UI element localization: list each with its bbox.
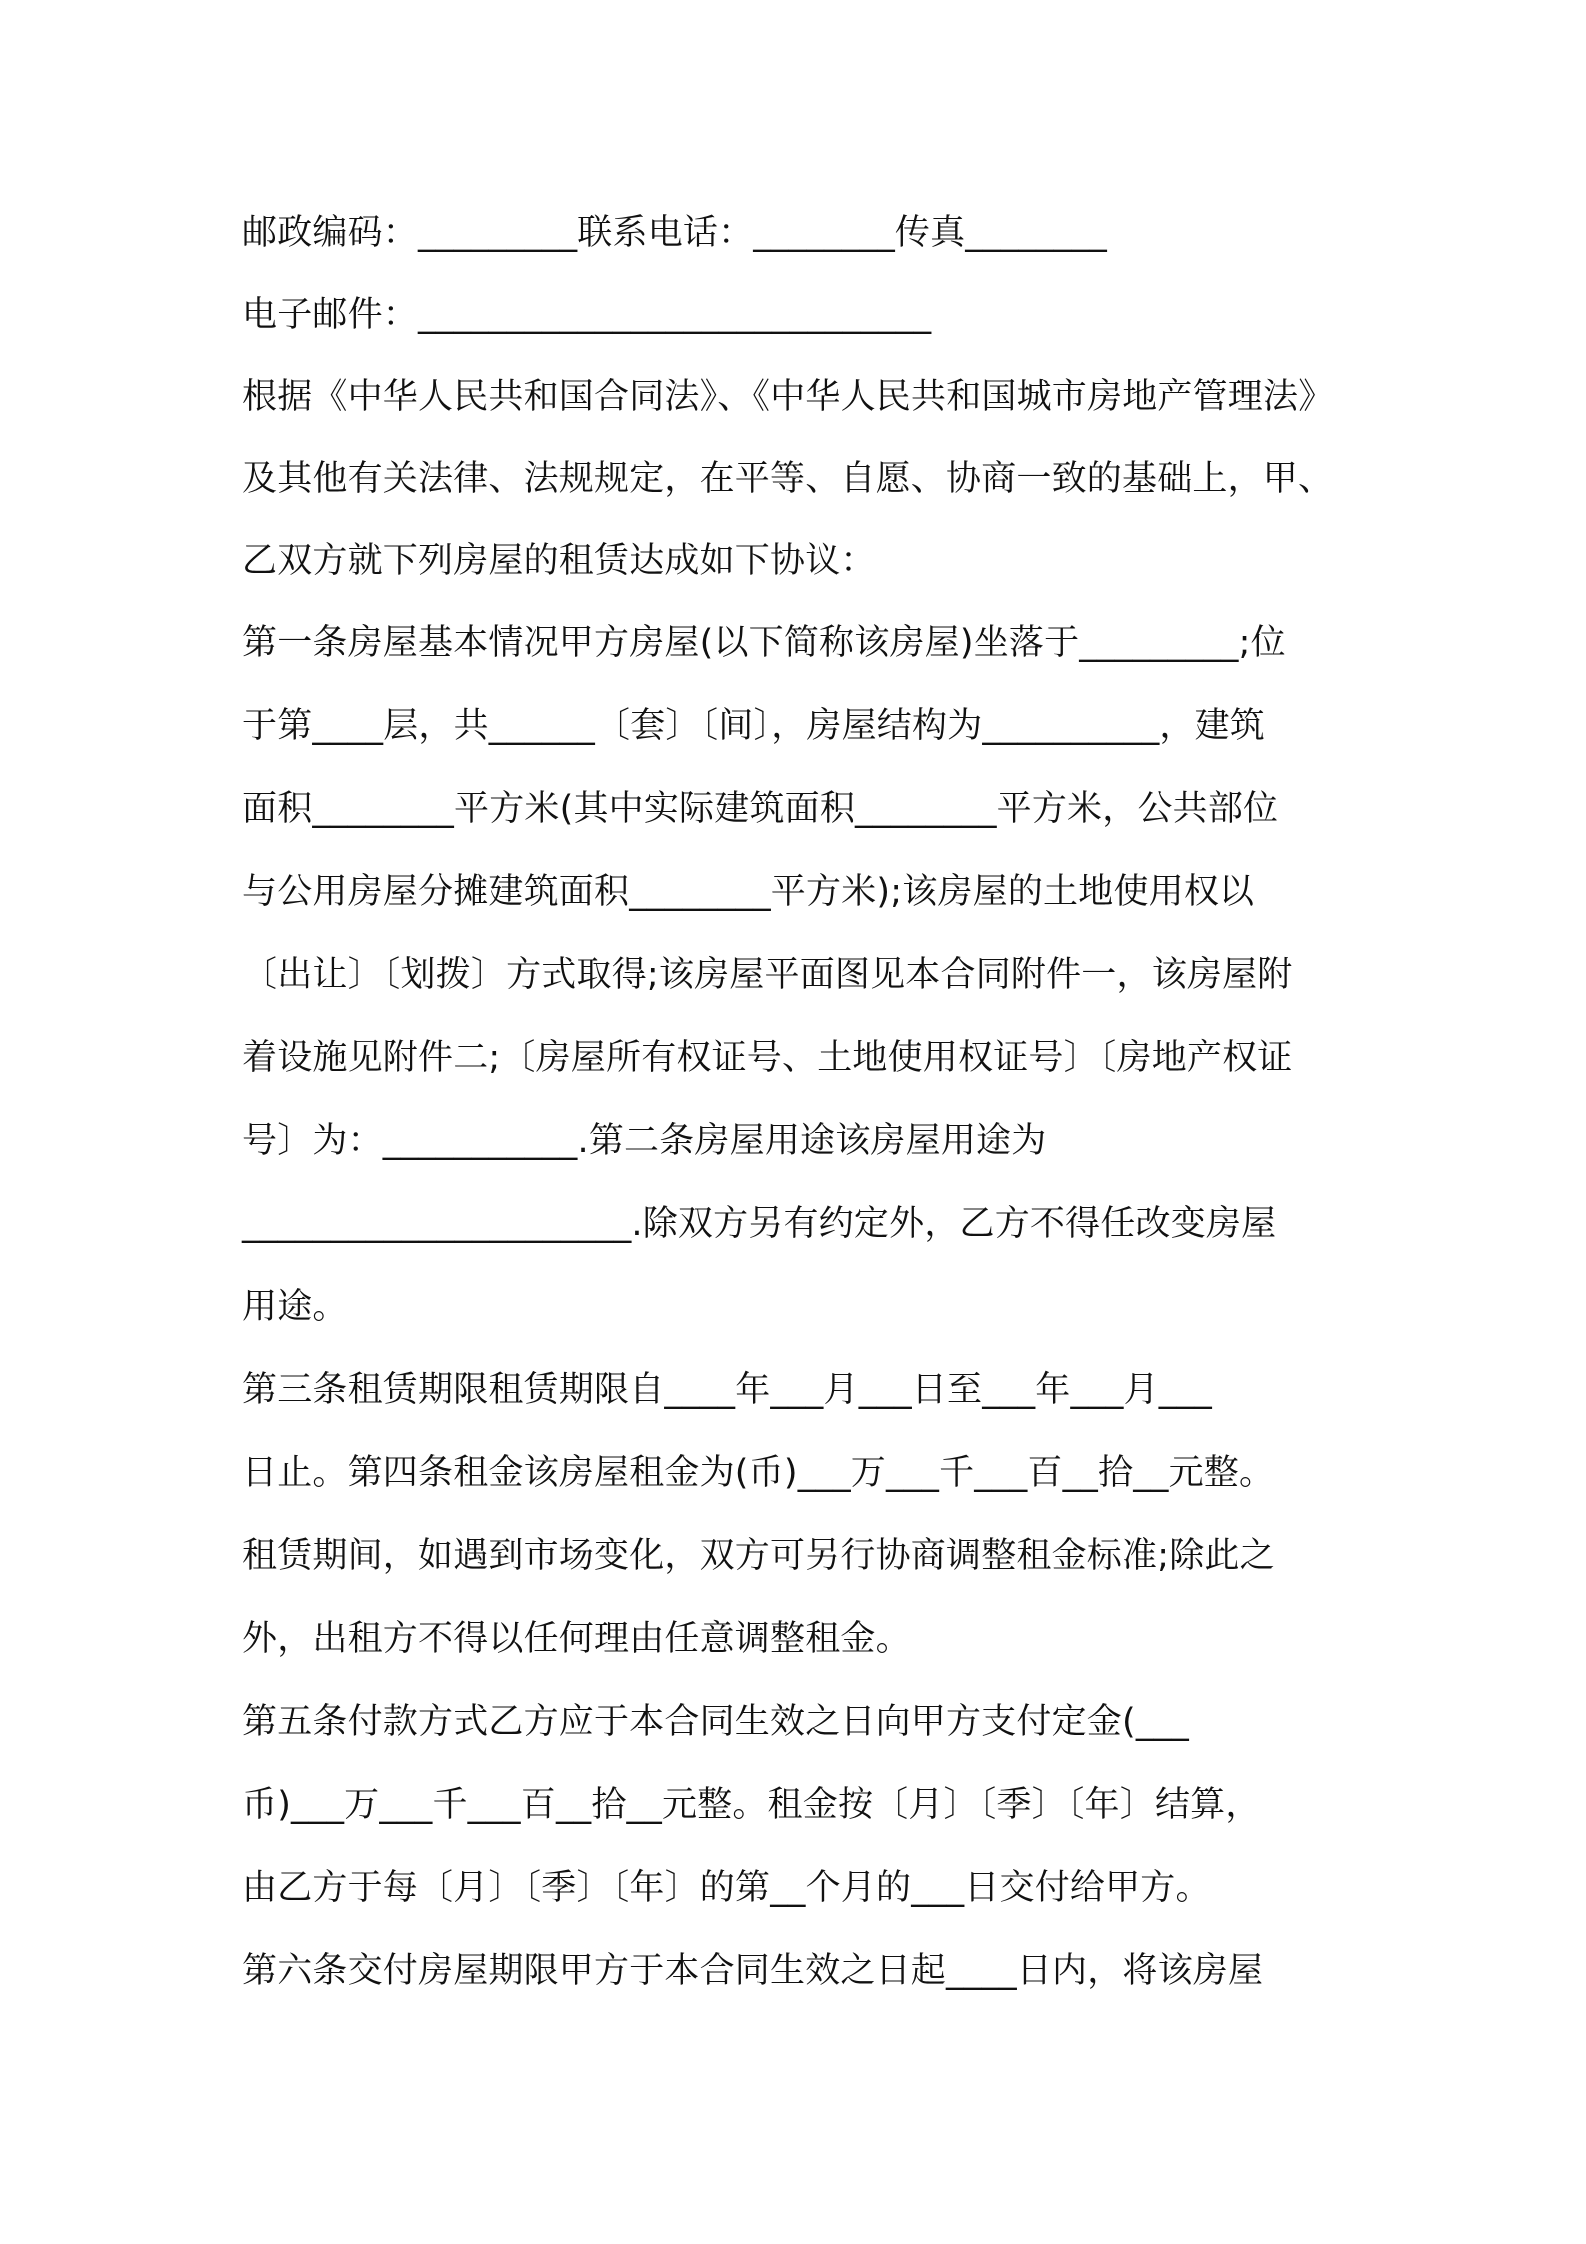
text-line-article-6: 第六条交付房屋期限甲方于本合同生效之日起____日内，将该房屋 xyxy=(242,1951,1264,1991)
text-line-article-4: 日止。第四条租金该房屋租金为(币)___万___千___百__拾__元整。 xyxy=(242,1453,1275,1493)
text-line: 〔出让〕〔划拨〕方式取得;该房屋平面图见本合同附件一，该房屋附 xyxy=(242,955,1293,995)
text-line-article-3: 第三条租赁期限租赁期限自____年___月___日至___年___月___ xyxy=(242,1370,1212,1410)
text-line: 面积________平方米(其中实际建筑面积________平方米，公共部位 xyxy=(242,789,1279,829)
text-line: 着设施见附件二;〔房屋所有权证号、土地使用权证号〕〔房地产权证 xyxy=(242,1038,1293,1078)
text-line: 用途。 xyxy=(242,1287,348,1327)
text-line: 根据《中华人民共和国合同法》、《中华人民共和国城市房地产管理法》 xyxy=(242,377,1334,417)
text-line: 与公用房屋分摊建筑面积________平方米);该房屋的土地使用权以 xyxy=(242,872,1255,912)
text-line: 由乙方于每〔月〕〔季〕〔年〕的第__个月的___日交付给甲方。 xyxy=(242,1868,1211,1908)
text-line-email: 电子邮件：_____________________________ xyxy=(242,295,932,335)
text-line: 租赁期间，如遇到市场变化，双方可另行协商调整租金标准;除此之 xyxy=(242,1536,1275,1576)
text-line: 币)___万___千___百__拾__元整。租金按〔月〕〔季〕〔年〕结算， xyxy=(242,1785,1261,1825)
text-line-article-2: 号〕为：___________.第二条房屋用途该房屋用途为 xyxy=(242,1121,1047,1161)
text-line: ______________________.除双方另有约定外，乙方不得任改变房屋 xyxy=(242,1204,1277,1244)
text-line: 外，出租方不得以任何理由任意调整租金。 xyxy=(242,1619,911,1659)
text-line: 乙双方就下列房屋的租赁达成如下协议： xyxy=(242,541,876,581)
text-line: 于第____层，共______〔套〕〔间〕，房屋结构为__________，建筑 xyxy=(242,706,1266,746)
text-line-contact: 邮政编码：_________联系电话：________传真________ xyxy=(242,213,1107,253)
text-line-article-1: 第一条房屋基本情况甲方房屋(以下简称该房屋)坐落于_________;位 xyxy=(242,623,1286,663)
text-line-article-5: 第五条付款方式乙方应于本合同生效之日向甲方支付定金(___ xyxy=(242,1702,1189,1742)
text-line: 及其他有关法律、法规规定，在平等、自愿、协商一致的基础上，甲、 xyxy=(242,459,1334,499)
